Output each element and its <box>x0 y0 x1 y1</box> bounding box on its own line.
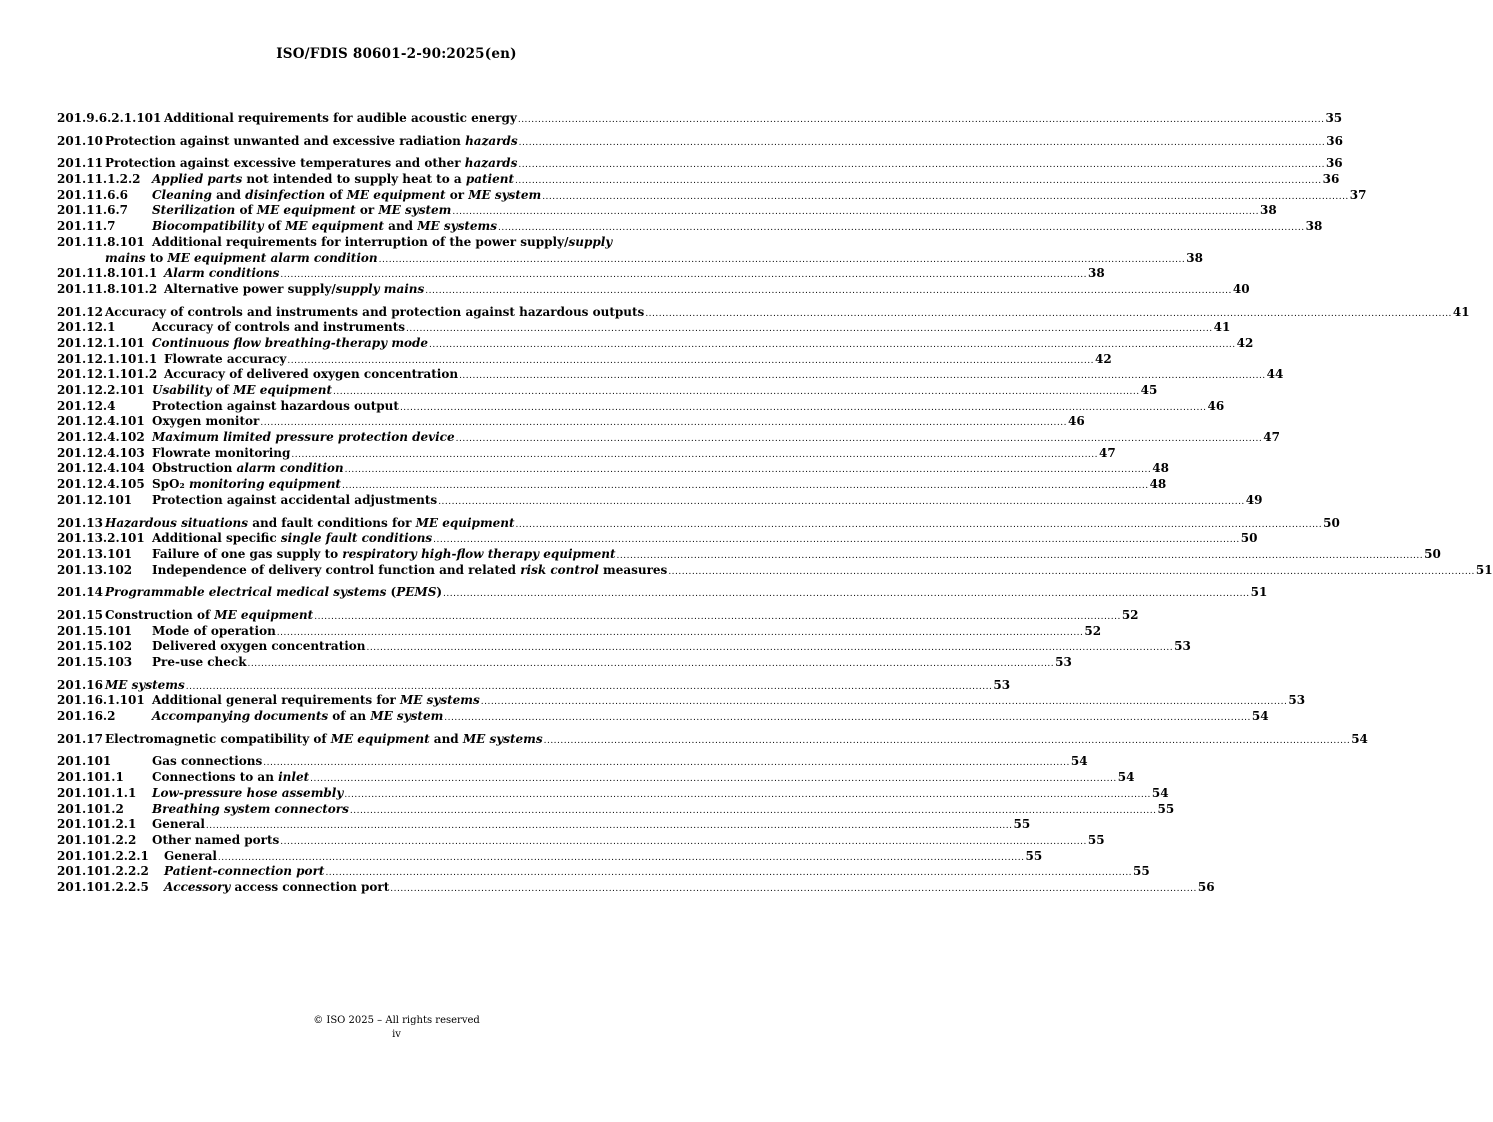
toc-entry[interactable] <box>57 770 1135 786</box>
toc-entry-title: Applied parts not intended to supply heat to a patient <box>152 172 515 187</box>
toc-entry[interactable] <box>57 607 1139 624</box>
toc-entry[interactable] <box>57 655 1072 671</box>
toc-leader-dots <box>425 284 1232 300</box>
toc-entry-page: 53 <box>1288 693 1306 708</box>
toc-entry-title: General <box>152 817 205 832</box>
toc-entry-number: 201.12.4.102 <box>57 430 145 445</box>
toc-entry[interactable] <box>57 785 1169 802</box>
toc-entry-number: 201.17 <box>57 731 103 746</box>
toc-entry[interactable] <box>57 754 1088 770</box>
toc-leader-dots <box>333 385 1140 401</box>
toc-entry[interactable] <box>57 864 1150 880</box>
toc-entry-title: Electromagnetic compatibility of ME equipment and ME systems <box>105 731 543 746</box>
toc-entry-number: 201.12.1.101.2 <box>57 367 158 382</box>
toc-entry[interactable] <box>57 832 1105 849</box>
toc-entry-title: Cleaning and disinfection of ME equipment or ME system <box>152 187 542 202</box>
toc-entry-number: 201.13 <box>57 515 103 530</box>
toc-entry-page: 44 <box>1266 367 1284 382</box>
toc-entry-number: 201.14 <box>57 585 103 600</box>
toc-entry-page: 52 <box>1084 623 1102 638</box>
toc-entry-page: 52 <box>1121 607 1139 622</box>
toc-section-group <box>57 515 1493 579</box>
toc-entry-page: 55 <box>1013 817 1031 832</box>
toc-entry-title: SpO₂ monitoring equipment <box>152 477 341 492</box>
toc-leader-dots <box>325 866 1132 882</box>
toc-entry[interactable] <box>57 187 1367 204</box>
toc-entry[interactable] <box>57 133 1343 150</box>
toc-entry-number: 201.11.8.101 <box>57 234 145 249</box>
toc-entry-number: 201.12.4.101 <box>57 414 145 429</box>
toc-entry-page: 46 <box>1067 414 1085 429</box>
toc-entry-number: 201.13.102 <box>57 562 133 577</box>
toc-entry[interactable] <box>57 477 1167 493</box>
toc-leader-dots <box>206 819 1013 835</box>
toc-entry-page: 42 <box>1094 351 1112 366</box>
toc-entry-title: Protection against unwanted and excessive radiation hazards <box>105 133 518 148</box>
toc-entry[interactable] <box>57 111 1343 127</box>
toc-entry[interactable] <box>57 546 1441 563</box>
toc-section-group <box>57 133 1343 150</box>
toc-leader-dots <box>310 772 1117 788</box>
toc-leader-dots <box>248 657 1055 673</box>
toc-entry[interactable] <box>57 320 1231 336</box>
toc-entry-title: Protection against excessive temperatures and other hazards <box>105 156 518 171</box>
toc-entry-number: 201.12.4.105 <box>57 477 145 492</box>
toc-entry-title: Obstruction alarm condition <box>152 461 344 476</box>
toc-entry-title: Continuous flow breathing-therapy mode <box>152 335 429 350</box>
toc-entry-number: 201.12.2.101 <box>57 383 145 397</box>
toc-entry-title: Accompanying documents of an ME system <box>152 709 444 724</box>
toc-leader-dots <box>617 549 1424 565</box>
toc-entry[interactable] <box>57 219 1323 235</box>
toc-entry-number: 201.11.1.2.2 <box>57 172 141 187</box>
toc-leader-dots <box>400 401 1207 417</box>
toc-leader-dots <box>544 734 1351 750</box>
toc-entry-title: General <box>164 848 217 863</box>
toc-entry-number: 201.13.101 <box>57 546 133 561</box>
toc-entry-title: Biocompatibility of ME equipment and ME systems <box>152 219 497 234</box>
toc-entry-page: 46 <box>1207 398 1225 413</box>
toc-entry-page: 38 <box>1305 219 1323 234</box>
toc-entry-page: 47 <box>1099 445 1116 460</box>
toc-entry-number: 201.13.2.101 <box>57 531 145 546</box>
toc-entry-page: 50 <box>1240 531 1258 546</box>
toc-entry-number: 201.101.1.1 <box>57 785 137 800</box>
toc-entry-title: Flowrate accuracy <box>164 351 287 366</box>
toc-entry-title: Flowrate monitoring <box>152 445 291 460</box>
toc-entry-page: 49 <box>1245 492 1263 507</box>
toc-entry[interactable] <box>57 879 1215 896</box>
toc-leader-dots <box>444 711 1251 727</box>
toc-leader-dots <box>452 205 1259 221</box>
toc-entry-title: Low-pressure hose assembly <box>152 785 344 800</box>
toc-leader-dots <box>542 190 1349 206</box>
toc-entry-number: 201.101.2.2.5 <box>57 879 149 894</box>
toc-leader-dots <box>498 221 1305 237</box>
toc-entry-number: 201.12.1.101.1 <box>57 351 158 366</box>
toc-entry-title: Additional specific single fault conditions <box>152 531 433 546</box>
toc-leader-dots <box>515 174 1322 190</box>
toc-entry[interactable] <box>57 367 1284 383</box>
toc-entry-number: 201.15 <box>57 607 103 622</box>
toc-leader-dots <box>519 136 1326 152</box>
toc-entry-page: 36 <box>1326 133 1343 148</box>
toc-entry[interactable] <box>57 623 1102 640</box>
toc-entry-page: 38 <box>1088 266 1105 281</box>
toc-entry-number: 201.11.8.101.1 <box>57 266 158 281</box>
toc-leader-dots <box>280 835 1087 851</box>
toc-entry[interactable] <box>57 156 1343 172</box>
toc-entry[interactable] <box>57 235 707 251</box>
toc-entry[interactable] <box>57 351 1112 368</box>
toc-entry-page: 36 <box>1325 156 1343 171</box>
toc-entry-number: 201.16.2 <box>57 709 116 724</box>
toc-entry[interactable] <box>57 709 1269 725</box>
toc-leader-dots <box>218 851 1025 867</box>
toc-entry-page: 55 <box>1087 832 1105 847</box>
toc-entry-title: Other named ports <box>152 832 280 847</box>
toc-entry-page: 40 <box>1232 281 1250 296</box>
toc-entry[interactable] <box>57 693 1306 709</box>
toc-entry-page: 48 <box>1149 477 1167 492</box>
toc-entry-title: Additional requirements for interruption of the power supply/supply <box>152 234 613 249</box>
toc-entry-number: 201.11.8.101.2 <box>57 281 158 296</box>
toc-entry-page: 50 <box>1323 515 1340 530</box>
toc-entry-number: 201.15.101 <box>57 623 133 638</box>
toc-entry-title: Hazardous situations and fault conditions for ME equipment <box>105 515 515 530</box>
toc-entry-page: 48 <box>1152 461 1169 476</box>
toc-section-group <box>57 731 1368 748</box>
toc-entry-number: 201.12.4 <box>57 398 116 413</box>
toc-entry-number: 201.11 <box>57 156 103 171</box>
toc-entry-title: Independence of delivery control function and related risk control measures <box>152 562 668 577</box>
toc-entry-number: 201.11.7 <box>57 219 116 234</box>
toc-entry[interactable] <box>57 492 1263 509</box>
toc-leader-dots <box>350 804 1157 820</box>
toc-entry-title: Pre-use check <box>152 655 247 669</box>
toc-entry-page: 41 <box>1213 320 1231 335</box>
toc-leader-dots <box>456 432 1263 448</box>
toc-entry[interactable] <box>57 817 1031 833</box>
toc-entry-page: 53 <box>1055 655 1072 669</box>
toc-leader-dots <box>481 695 1288 711</box>
toc-leader-dots <box>345 463 1152 479</box>
toc-entry-continuation[interactable] <box>57 250 1203 267</box>
toc-section-group <box>57 111 1343 127</box>
toc-entry-title: Protection against accidental adjustments <box>152 492 438 507</box>
toc-entry[interactable] <box>57 731 1368 748</box>
toc-leader-dots <box>277 626 1084 642</box>
toc-section-group <box>57 585 1268 601</box>
toc-entry-number: 201.101.2.1 <box>57 817 137 832</box>
toc-entry[interactable] <box>57 172 1340 188</box>
toc-entry[interactable] <box>57 445 1116 462</box>
toc-entry-number: 201.12.4.104 <box>57 461 145 476</box>
toc-entry-title: Maximum limited pressure protection device <box>152 430 455 445</box>
toc-entry-number: 201.9.6.2.1.101 <box>57 111 162 125</box>
toc-entry-page: 38 <box>1259 203 1277 218</box>
toc-entry-number: 201.16.1.101 <box>57 693 145 708</box>
toc-entry[interactable] <box>57 335 1254 352</box>
toc-entry-page: 47 <box>1263 430 1280 445</box>
toc-entry-number: 201.11.6.6 <box>57 187 128 202</box>
toc-entry-title: Mode of operation <box>152 623 276 638</box>
toc-entry-number: 201.101.2.2 <box>57 832 137 847</box>
toc-entry-title: Alternative power supply/supply mains <box>164 281 425 296</box>
toc-entry-number: 201.12.1.101 <box>57 335 145 350</box>
toc-entry-page: 55 <box>1157 801 1175 816</box>
page-footer <box>0 1014 793 1042</box>
toc-entry[interactable] <box>57 281 1250 298</box>
toc-entry-title: Accuracy of delivered oxygen concentration <box>164 367 459 382</box>
toc-entry-number: 201.16 <box>57 677 103 692</box>
toc-entry-page: 55 <box>1133 864 1150 879</box>
toc-entry[interactable] <box>57 848 1043 865</box>
toc-entry-page: 45 <box>1140 383 1158 397</box>
toc-entry-title: Breathing system connectors <box>152 801 349 816</box>
toc-entry[interactable] <box>57 383 1158 399</box>
toc-leader-dots <box>263 756 1070 772</box>
toc-entry-number: 201.12.4.103 <box>57 445 145 460</box>
toc-entry-page: 35 <box>1325 111 1343 125</box>
toc-entry-page: 53 <box>993 677 1011 692</box>
toc-entry-page: 51 <box>1250 585 1268 600</box>
toc-entry[interactable] <box>57 585 1268 601</box>
toc-entry-title: Gas connections <box>152 754 263 769</box>
toc-leader-dots <box>518 158 1325 174</box>
toc-entry-page: 51 <box>1475 562 1493 577</box>
copyright-notice: © ISO 2025 – All rights reserved <box>313 1015 480 1026</box>
toc-entry-page: 54 <box>1251 709 1269 724</box>
toc-entry[interactable] <box>57 430 1280 446</box>
toc-entry-number: 201.12.1 <box>57 320 116 335</box>
toc-leader-dots <box>291 448 1098 464</box>
toc-entry-number: 201.10 <box>57 133 103 148</box>
toc-entry-title: Accessory access connection port <box>164 879 390 894</box>
toc-entry-page: 55 <box>1025 848 1043 863</box>
toc-entry-number: 201.101.2 <box>57 801 124 816</box>
toc-leader-dots <box>406 322 1213 338</box>
toc-entry-page: 38 <box>1186 250 1203 265</box>
toc-entry-number: 201.12 <box>57 304 103 319</box>
document-header <box>0 46 793 62</box>
toc-entry-title-continued: mains to ME equipment alarm condition <box>105 250 378 265</box>
toc-entry-title: Delivered oxygen concentration <box>152 639 366 654</box>
toc-entry-page: 54 <box>1351 731 1368 746</box>
toc-entry-title: Alarm conditions <box>164 266 280 281</box>
toc-entry-title: Additional requirements for audible acoustic energy <box>164 111 517 125</box>
toc-section-group <box>57 304 1470 509</box>
toc-leader-dots <box>438 495 1245 511</box>
toc-entry[interactable] <box>57 203 1277 219</box>
toc-entry-page: 50 <box>1424 546 1441 561</box>
toc-section-group <box>57 607 1191 671</box>
toc-entry[interactable] <box>57 461 1169 477</box>
toc-leader-dots <box>668 565 1475 581</box>
toc-entry-page: 41 <box>1452 304 1470 319</box>
toc-entry-title: Sterilization of ME equipment or ME system <box>152 203 452 218</box>
toc-leader-dots <box>390 882 1197 898</box>
toc-entry-page: 37 <box>1349 187 1367 202</box>
toc-entry-page: 36 <box>1322 172 1340 187</box>
toc-entry-title: Accuracy of controls and instruments and protection against hazardous outputs <box>105 304 645 319</box>
toc-entry-number: 201.101 <box>57 754 112 769</box>
toc-entry-number: 201.101.2.2.2 <box>57 864 149 879</box>
toc-section-group <box>57 754 1215 895</box>
toc-leader-dots <box>344 788 1151 804</box>
toc-entry-number: 201.15.102 <box>57 639 133 654</box>
toc-entry[interactable] <box>57 266 1105 282</box>
toc-leader-dots <box>429 338 1236 354</box>
toc-entry[interactable] <box>57 677 1011 694</box>
toc-entry-title: Failure of one gas supply to respiratory high-flow therapy equipment <box>152 546 616 561</box>
page-number: iv <box>392 1029 401 1040</box>
toc-entry-page: 54 <box>1070 754 1088 769</box>
toc-section-group <box>57 677 1306 725</box>
table-of-contents <box>57 111 1493 896</box>
toc-entry-page: 54 <box>1151 785 1169 800</box>
toc-entry[interactable] <box>57 562 1493 579</box>
toc-entry-title: Accuracy of controls and instruments <box>152 320 405 335</box>
toc-leader-dots <box>314 610 1121 626</box>
toc-entry[interactable] <box>57 304 1470 321</box>
toc-entry[interactable] <box>57 801 1175 818</box>
toc-entry-number: 201.12.101 <box>57 492 133 507</box>
toc-entry[interactable] <box>57 398 1225 415</box>
toc-entry[interactable] <box>57 515 1340 532</box>
toc-entry-title: ME systems <box>105 677 185 692</box>
toc-leader-dots <box>379 253 1186 269</box>
toc-entry-title: Protection against hazardous output <box>152 398 399 413</box>
document-id: ISO/FDIS 80601-2-90:2025(en) <box>276 46 517 62</box>
toc-entry-number: 201.101.2.2.1 <box>57 848 149 863</box>
toc-entry-number: 201.15.103 <box>57 655 133 669</box>
toc-entry-title: Oxygen monitor <box>152 414 260 429</box>
toc-entry[interactable] <box>57 531 1258 547</box>
toc-entry-number: 201.11.6.7 <box>57 203 128 218</box>
toc-entry-page: 42 <box>1236 335 1254 350</box>
toc-leader-dots <box>443 587 1250 603</box>
toc-section-group <box>57 156 1367 297</box>
toc-leader-dots <box>367 641 1174 657</box>
toc-leader-dots <box>516 518 1323 534</box>
toc-entry-number: 201.101.1 <box>57 770 124 785</box>
toc-entry-title: Patient-connection port <box>164 864 325 879</box>
toc-leader-dots <box>645 307 1452 323</box>
toc-entry[interactable] <box>57 414 1085 430</box>
toc-leader-dots <box>518 113 1325 129</box>
toc-entry-page: 54 <box>1117 770 1135 785</box>
toc-entry-page: 53 <box>1174 639 1191 654</box>
toc-entry[interactable] <box>57 639 1191 655</box>
toc-entry-title: Additional general requirements for ME systems <box>152 693 480 708</box>
toc-entry-title: Programmable electrical medical systems (PEMS) <box>105 585 443 600</box>
toc-leader-dots <box>342 479 1149 495</box>
toc-entry-title: Construction of ME equipment <box>105 607 314 622</box>
toc-entry-title: Usability of ME equipment <box>152 383 333 397</box>
toc-entry-page: 56 <box>1197 879 1215 894</box>
toc-entry-title: Connections to an inlet <box>152 770 310 785</box>
